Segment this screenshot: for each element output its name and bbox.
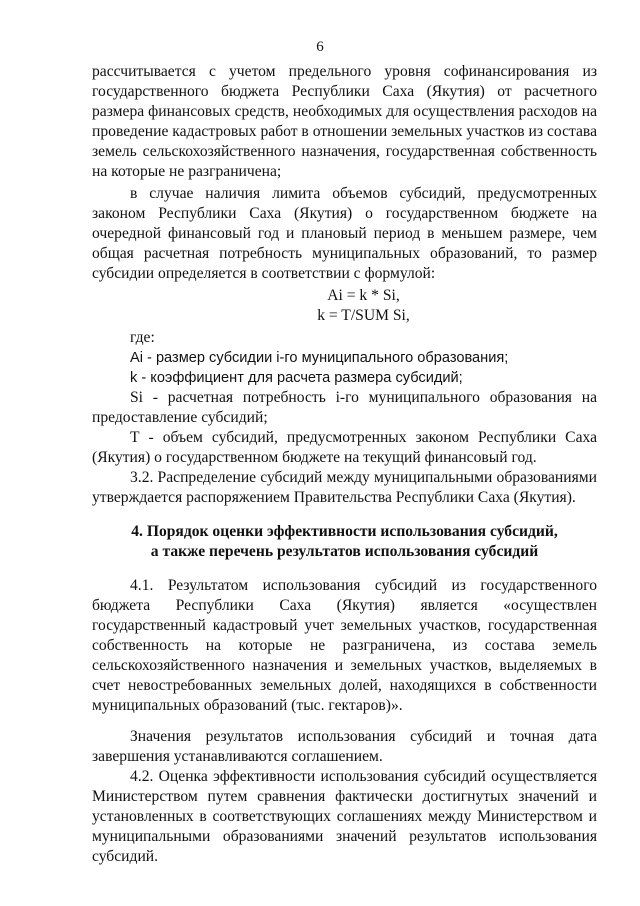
paragraph-result-values: Значения результатов использования субсидий и точная дата завершения устанавливаются соглашением. — [92, 728, 597, 765]
paragraph-cofinancing: рассчитывается с учетом предельного уровня софинансирования из государственного бюджета Республики Саха (Якутия) от расчетного размера финансовых средств, необходимых для осуществления расходов на проведение кадастровых работ в отношении земельных участков из состава земель сельскохозяйственного назначения, государственная собственность на которые не разграничена; — [92, 63, 597, 180]
definition-si: Si - расчетная потребность i-го муниципального образования на предоставление субсидий; — [92, 389, 597, 426]
document-body — [92, 62, 597, 867]
definition-t: Т - объем субсидий, предусмотренных законом Республики Саха (Якутия) о государственном бюджете на текущий финансовый год. — [92, 429, 597, 466]
formula-k: k = T/SUM Si, — [317, 307, 410, 324]
formula-ai: Ai = k * Si, — [327, 287, 400, 304]
paragraph-4-2: 4.2. Оценка эффективности использования субсидий осуществляется Министерством путем сравнения фактически достигнутых значений и установленных в соответствующих соглашениях между Министерством и муниципальными образованиями значений результатов использования субсидий. — [92, 768, 597, 865]
page-number: 6 — [316, 39, 324, 55]
where-label: где: — [130, 329, 155, 346]
section-heading-line-1: 4. Порядок оценки эффективности использования субсидий, — [131, 523, 558, 540]
paragraph-limit: в случае наличия лимита объемов субсидий, предусмотренных законом Республики Саха (Якутия) о государственном бюджете на очередной финансовый год и плановый период в меньшем размере, чем общая расчетная потребность муниципальных образований, то размер субсидии определяется в соответствии с формулой: — [92, 185, 597, 282]
definition-ai: Ai - размер субсидии i-го муниципального образования; — [130, 350, 509, 366]
section-heading-line-2: а также перечень результатов использования субсидий — [150, 543, 539, 560]
paragraph-3-2: 3.2. Распределение субсидий между муниципальными образованиями утверждается распоряжением Правительства Республики Саха (Якутия). — [92, 469, 597, 506]
definition-k: k - коэффициент для расчета размера субсидий; — [130, 370, 463, 386]
paragraph-4-1: 4.1. Результатом использования субсидий из государственного бюджета Республики Саха (Якутия) является «осуществлен государственный кадастровый учет земельных участков, государственная собственность на которые не разграничена, из состава земель сельскохозяйственного назначения и земельных участков, выделяемых в счет невостребованных земельных долей, находящихся в собственности муниципальных образований (тыс. гектаров)». — [92, 577, 597, 714]
